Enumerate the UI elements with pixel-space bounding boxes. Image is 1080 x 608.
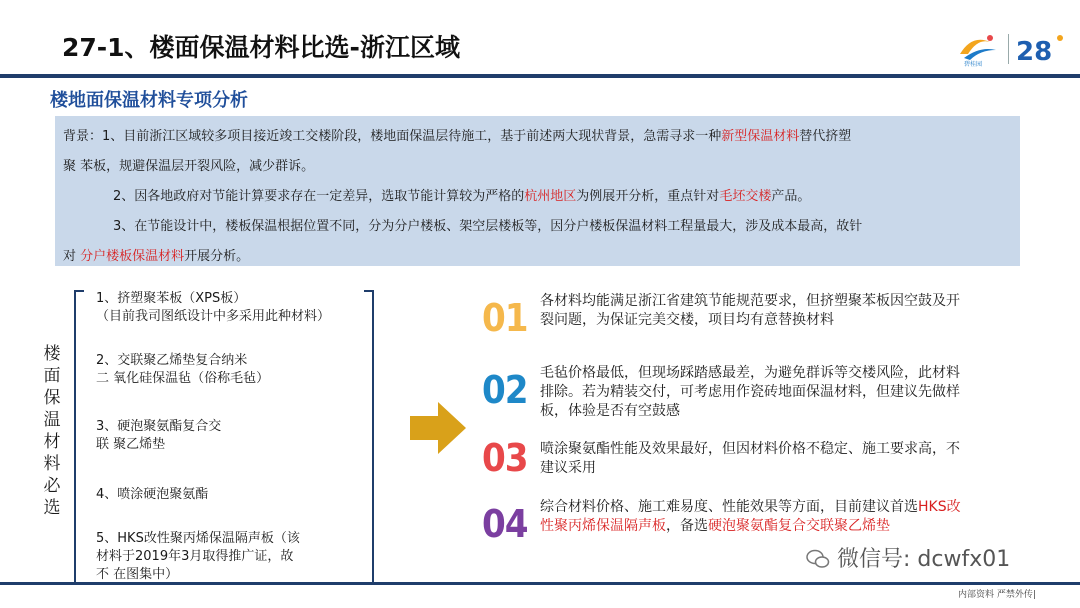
material-item: 3、硬泡聚氨酯复合交 联 聚乙烯垫: [96, 419, 222, 452]
logo-number: 28: [1016, 37, 1053, 67]
materials-vertical-label: 楼面保温材料必选: [43, 344, 61, 518]
point-number-04: 04: [482, 502, 528, 546]
brand-logo-icon: [956, 28, 1068, 68]
background-line-4: 3、在节能设计中，楼板保温根据位置不同，分为分户楼板、架空层楼板等，因分户楼板保温材料工程量最大，涉及成本最高，故针: [113, 219, 863, 234]
header-rule: [0, 74, 1080, 78]
point-text-03: 喷涂聚氨酯性能及效果最好，但因材料价格不稳定、施工要求高，不建议采用: [540, 441, 960, 476]
point-number-01: 01: [482, 296, 528, 340]
wechat-watermark: [806, 542, 1010, 573]
material-item: 1、挤塑聚苯板（XPS板） （目前我司图纸设计中多采用此种材料）: [96, 291, 331, 324]
material-item: 2、交联聚乙烯垫复合纳米 二 氧化硅保温毡（俗称毛毡）: [96, 353, 270, 386]
watermark-text: 微信号: dcwfx01: [837, 547, 1011, 572]
point-text-02: 毛毡价格最低，但现场踩踏感最差，为避免群诉等交楼风险，此材料排除。若为精装交付，可考虑用作瓷砖地面保温材料，但建议先做样板，体验是否有空鼓感: [540, 365, 960, 419]
background-line-5: 对 分户楼板保温材料开展分析。: [63, 249, 250, 264]
point-text-01: 各材料均能满足浙江省建筑节能规范要求，但挤塑聚苯板因空鼓及开裂问题，为保证完美交楼，项目均有意替换材料: [540, 293, 960, 328]
point-text-04: 综合材料价格、施工难易度、性能效果等方面，目前建议首选HKS改性聚丙烯保温隔声板，备选硬泡聚氨酯复合交联聚乙烯垫: [540, 499, 961, 534]
page-title: 27-1、楼面保温材料比选-浙江区域: [62, 33, 460, 62]
background-box: [55, 116, 1020, 266]
point-number-02: 02: [482, 368, 528, 412]
section-subtitle: 楼地面保温材料专项分析: [50, 90, 248, 111]
logo-brand-text: 碧桂园: [964, 61, 983, 68]
background-line-1: 背景：1、目前浙江区域较多项目接近竣工交楼阶段，楼地面保温层待施工，基于前述两大现状背景，急需寻求一种新型保温材料替代挤塑: [63, 129, 852, 144]
right-arrow-icon: [410, 402, 466, 454]
footer-rule: [0, 582, 1080, 585]
footer-note: 内部资料 严禁外传|: [958, 590, 1036, 600]
material-item: 5、HKS改性聚丙烯保温隔声板（该 材料于2019年3月取得推广证，故 不 在图集中）: [96, 531, 300, 582]
left-bracket: [74, 290, 84, 584]
background-line-3: 2、因各地政府对节能计算要求存在一定差异，选取节能计算较为严格的杭州地区为例展开分析，重点针对毛坯交楼产品。: [113, 189, 811, 204]
wechat-icon: [806, 549, 830, 569]
point-number-03: 03: [482, 436, 528, 480]
background-line-2: 聚 苯板，规避保温层开裂风险，减少群诉。: [63, 159, 315, 174]
material-item: 4、喷涂硬泡聚氨酯: [96, 487, 209, 502]
